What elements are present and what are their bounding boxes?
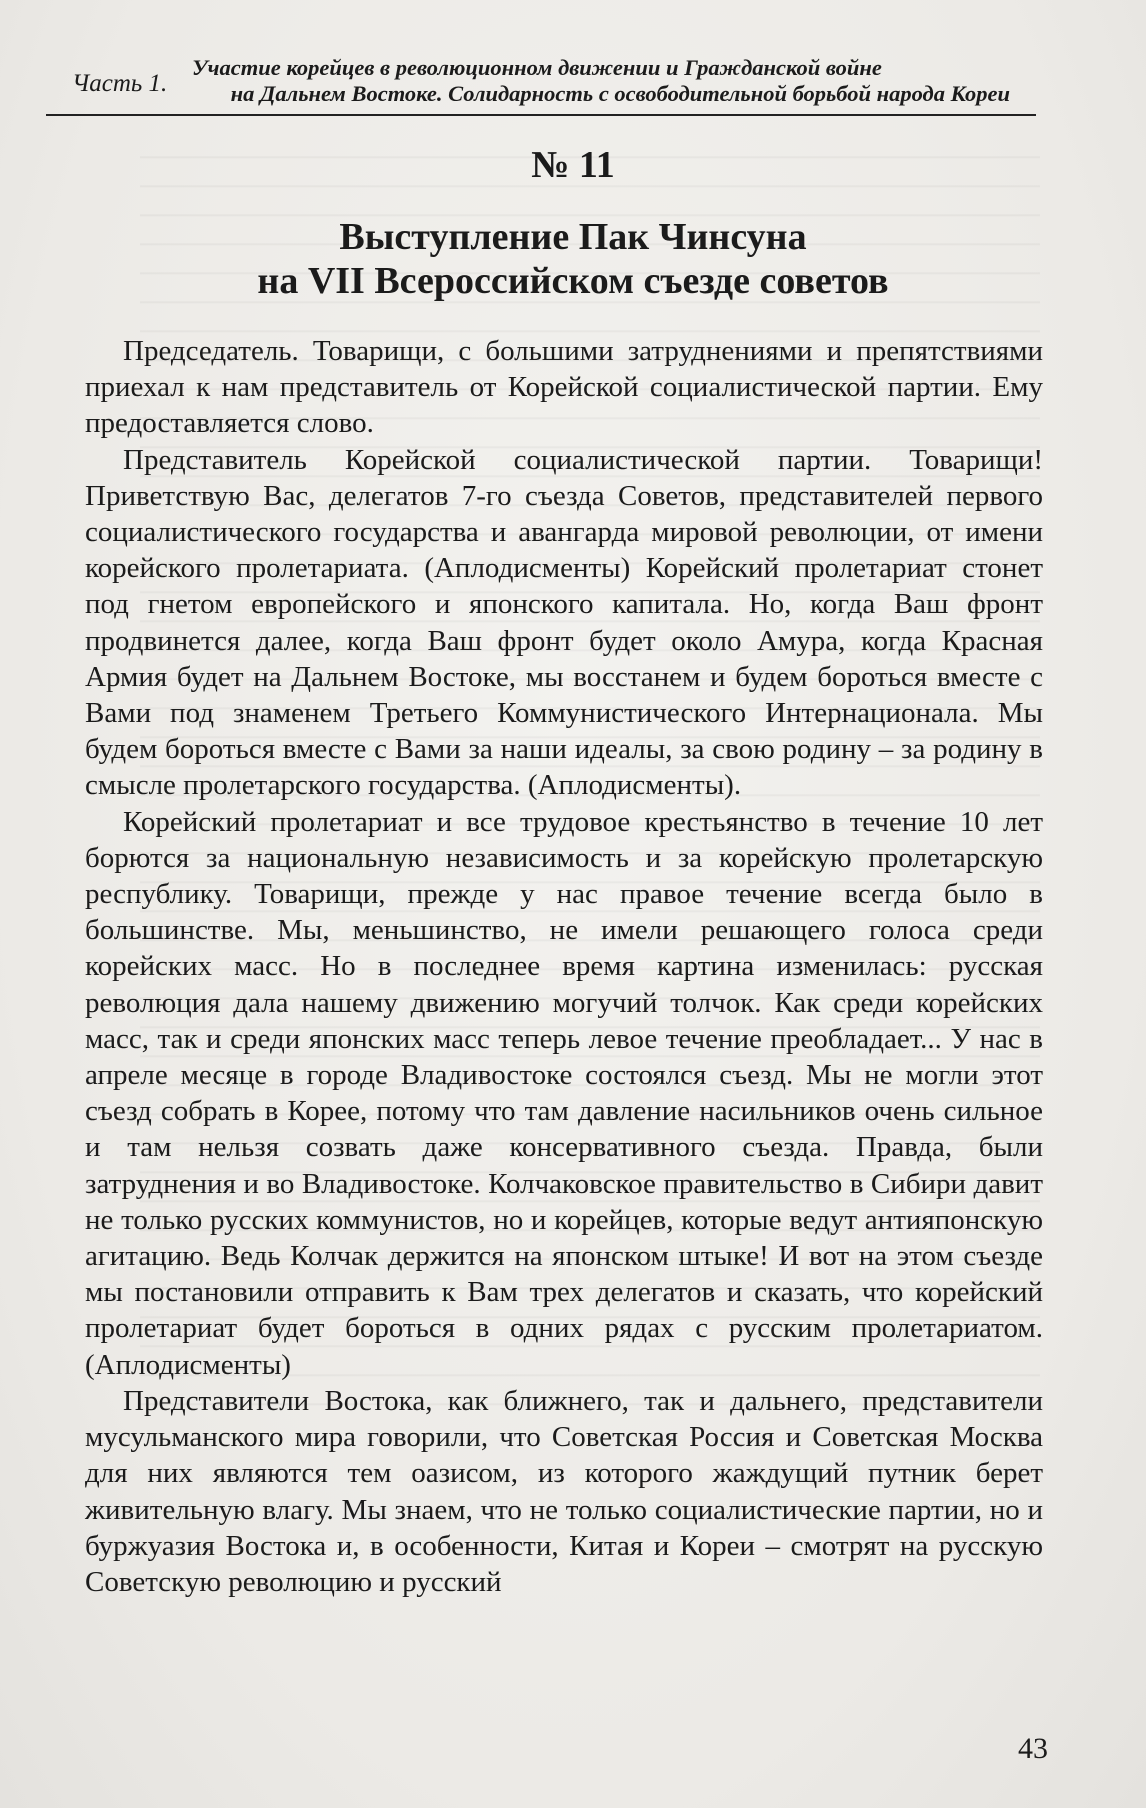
document-title-line-1: Выступление Пак Чинсуна (339, 216, 807, 258)
page-number: 43 (1018, 1732, 1048, 1765)
paragraph: Председатель. Товарищи, с большими затруднениями и препятствиями приехал к нам представитель от Корейской социалистической партии. Ему предоставляется слово. (85, 335, 1043, 440)
body-text (85, 333, 1043, 1600)
part-label: Часть 1. (72, 70, 168, 97)
paragraph: Корейский пролетариат и все трудовое крестьянство в течение 10 лет борются за национальную независимость и за корейскую пролетарскую республику. Товарищи, прежде у нас правое течение всегда было в большинстве. Мы, меньшинство, не имели решающего голоса среди корейских масс. Но в последнее время картина изменилась: русская революция дала нашему движению могучий толчок. Как среди корейских масс, так и среди японских масс теперь левое течение преобладает... У нас в апреле месяце в городе Владивостоке состоялся съезд. Мы не могли этот съезд собрать в Корее, потому что там давление насильников очень сильное и там нельзя созвать даже консервативного съезда. Правда, были затруднения и во Владивостоке. Колчаковское правительство в Сибири давит не только русских коммунистов, но и корейцев, которые ведут антияпонскую агитацию. Ведь Колчак держится на японском штыке! И вот на этом съезде мы постановили отправить к Вам трех делегатов и сказать, что корейский пролетариат будет бороться в одних рядах с русским пролетариатом. (Аплодисменты) (85, 805, 1043, 1381)
running-title (192, 55, 1032, 107)
paragraph: Представитель Корейской социалистической партии. Товарищи! Приветствую Вас, делегатов 7-го съезда Советов, представителей первого социалистического государства и авангарда мировой революции, от имени корейского пролетариата. (Аплодисменты) Корейский пролетариат стонет под гнетом европейского и японского капитала. Но, когда Ваш фронт продвинется далее, когда Ваш фронт будет около Амура, когда Красная Армия будет на Дальнем Востоке, мы восстанем и будем бороться вместе с Вами под знаменем Третьего Коммунистического Интернационала. Мы будем бороться вместе с Вами за наши идеалы, за свою родину – за родину в смысле пролетарского государства. (Аплодисменты). (85, 443, 1043, 802)
document-title (0, 215, 1146, 303)
document-number: № 11 (531, 144, 615, 186)
running-title-line-2: на Дальнем Востоке. Солидарность с освободительной борьбой народа Кореи (230, 81, 1010, 106)
document-title-line-2: на VII Всероссийском съезде советов (257, 260, 889, 302)
paragraph: Представители Востока, как ближнего, так и дальнего, представители мусульманского мира говорили, что Советская Россия и Советская Москва для них являются тем оазисом, из которого жаждущий путник берет живительную влагу. Мы знаем, что не только социалистические партии, но и буржуазия Востока и, в особенности, Китая и Кореи – смотрят на русскую Советскую революцию и русский (85, 1384, 1043, 1598)
running-title-line-1: Участие корейцев в революционном движении и Гражданской войне (192, 55, 882, 80)
running-header (46, 52, 1036, 116)
